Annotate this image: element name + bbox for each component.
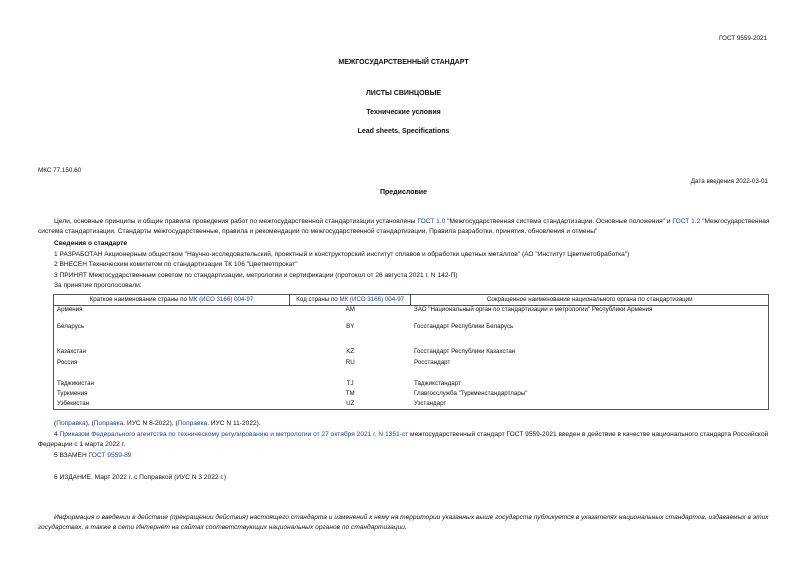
organ-cell: Росстандарт [413, 358, 451, 366]
code-cell: TM [345, 389, 355, 397]
foreword-text: "Межгосударственная система стандартизации. Стандарты межгосударственные, правила и рекомендации по межгосударственной стандартизации. Правила разработки, принятия, обновления и отмены" [38, 218, 770, 235]
col-organ-header: Сокращенное наименование национального органа по стандартизации [411, 295, 769, 306]
mk-iso-link[interactable]: МК (ИСО 3166) 004-97 [339, 296, 405, 303]
standard-type: МЕЖГОСУДАРСТВЕННЫЙ СТАНДАРТ [338, 59, 469, 66]
gost-1-2-link[interactable]: ГОСТ 1.2 [672, 218, 701, 225]
country-cell: Армения [57, 306, 83, 313]
code-cell: RU [345, 358, 355, 366]
table-row [54, 390, 769, 400]
document-subtitle: Технические условия [366, 109, 441, 116]
document-title: ЛИСТЫ СВИНЦОВЫЕ [365, 90, 442, 97]
code-cell: KZ [346, 347, 355, 355]
item-2: 2 ВНЕСЕН Техническим комитетом по стандартизации ТК 106 "Цветметпрокат" [54, 261, 298, 268]
country-cell: Беларусь [57, 322, 85, 330]
amendments-text: . ИУС N 8-2022), ( [123, 420, 178, 427]
mk-iso-link[interactable]: МК (ИСО 3166) 004-97 [188, 296, 254, 303]
table-row [54, 380, 769, 390]
item-4-prefix: 4 [54, 431, 60, 438]
mks-code: МКС 77.150.60 [38, 167, 82, 174]
organ-cell: ЗАО "Национальный орган по стандартизации и метрологии" Республики Армения [413, 306, 653, 313]
amendments-line [54, 419, 261, 429]
foreword-paragraph [38, 217, 770, 237]
table-header-row [54, 295, 769, 306]
order-link[interactable]: Приказом Федерального агентства по техническому регулированию и метрологии от 27 октября 2021 г. N 1351-ст [59, 431, 409, 438]
organ-cell: Главгосслужба "Туркменстандартлары" [413, 389, 528, 397]
country-cell: Россия [57, 358, 78, 366]
table-row [54, 359, 769, 380]
item-5-prefix: 5 ВЗАМЕН [54, 452, 89, 459]
organ-cell: Таджикстандарт [413, 379, 461, 387]
organ-cell: Узстандарт [413, 399, 447, 407]
publication-note: Информация о введении в действие (прекращении действия) настоящего стандарта и изменений к нему на территории указанных выше государств публикуется в указателях национальных стандартов, издаваемых в этих государствах, а также в сети Интернет на сайтах соответствующих национальных органов по стандартизации. [38, 514, 769, 531]
country-cell: Узбекистан [57, 399, 90, 407]
item-4 [38, 430, 770, 450]
gost-9559-89-link[interactable]: ГОСТ 9559-89 [88, 452, 132, 459]
table-row [54, 400, 769, 410]
countries-table [53, 294, 769, 410]
code-cell: AM [345, 306, 355, 313]
table-row [54, 348, 769, 359]
amendment-link[interactable]: Поправка [56, 420, 86, 427]
header-code: ГОСТ 9559-2021 [718, 35, 767, 42]
item-3: 3 ПРИНЯТ Межгосударственным советом по стандартизации, метрологии и сертификации (протокол от 26 августа 2021 г. N 142-П) [54, 272, 458, 279]
item-4-text: межгосударственный стандарт ГОСТ 9559-2021 введен в действие в качестве национального стандарта Российской Федерации с 1 марта 2022 г. [38, 431, 769, 448]
voted-label: За принятие проголосовали: [54, 282, 142, 289]
item-5 [54, 451, 131, 461]
foreword-text: "Межгосударственная система стандартизации. Основные положения" и [445, 218, 673, 225]
table-row [54, 323, 769, 348]
item-6: 6 ИЗДАНИЕ. Март 2022 г. с Поправкой (ИУС N 3 2022 г.) [54, 474, 227, 481]
info-heading: Сведения о стандарте [54, 240, 128, 247]
intro-date: Дата введения 2022-03-01 [690, 178, 768, 185]
organ-cell: Госстандарт Республики Беларусь [413, 322, 514, 330]
foreword-text: Цели, основные принципы и общие правила проведения работ по межгосударственной стандартизации установлены [54, 218, 418, 225]
document-title-en: Lead sheets. Specifications [357, 128, 450, 135]
country-cell: Таджикистан [57, 379, 95, 387]
foreword-title: Предисловие [380, 189, 427, 196]
amendments-text: . ИУС N 11-2022). [207, 420, 261, 427]
amendments-text: ( [54, 420, 57, 427]
header-text: Краткое наименование страны по [89, 296, 189, 303]
table-row [54, 306, 769, 323]
code-cell: TJ [346, 379, 354, 387]
country-cell: Казахстан [57, 347, 86, 355]
code-cell: UZ [346, 399, 355, 407]
item-1: 1 РАЗРАБОТАН Акционерным обществом "Научно-исследовательский, проектный и конструкторский институт сплавов и обработки цветных металлов" (АО "Институт Цветметобработка") [54, 251, 630, 258]
organ-cell: Госстандарт Республики Казахстан [413, 347, 516, 355]
code-cell: BY [346, 322, 355, 330]
amendment-link[interactable]: Поправка [93, 420, 124, 427]
country-cell: Туркмения [57, 389, 88, 397]
amendments-text: ), ( [85, 420, 94, 427]
header-text: Код страны по [296, 296, 340, 303]
col-country-header [54, 295, 290, 306]
gost-1-0-link[interactable]: ГОСТ 1.0 [417, 218, 446, 225]
col-code-header [289, 295, 411, 306]
amendment-link[interactable]: Поправка [177, 420, 208, 427]
